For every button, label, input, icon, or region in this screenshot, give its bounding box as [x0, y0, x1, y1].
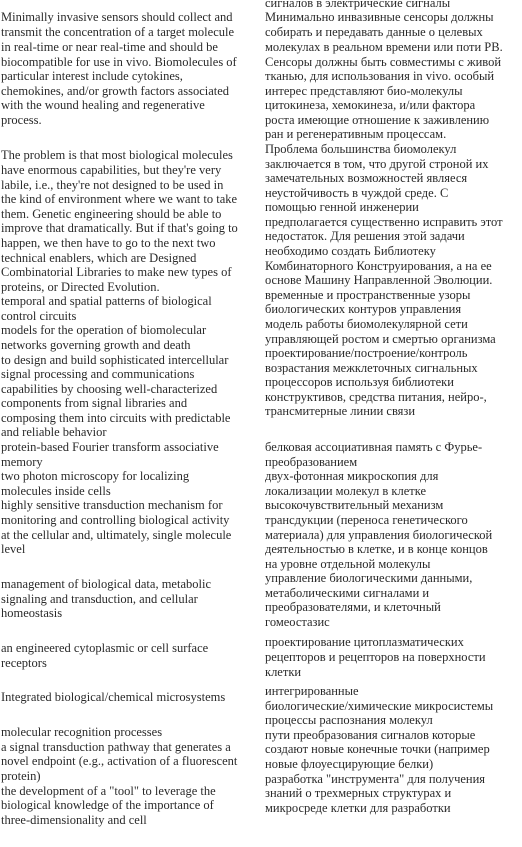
english-text-line: protein-based Fourier transform associative	[1, 440, 219, 454]
english-text-line: them. Genetic engineering should be able to	[1, 207, 222, 221]
russian-text-line: двух-фотонная микроскопия для	[265, 469, 439, 483]
english-text-line: have enormous capabilities, but they're very	[1, 163, 222, 177]
russian-text-line: модель работы биомолекулярной сети	[265, 317, 468, 331]
english-text-line: the kind of environment where we want to take	[1, 192, 238, 206]
russian-text-line: микросреде клетки для разработки	[265, 801, 451, 815]
english-text-line: homeostasis	[1, 606, 63, 620]
russian-text-line: помощью генной инженерии	[265, 200, 419, 214]
russian-text-line: биологических контуров управления	[265, 302, 462, 316]
english-text-line: The problem is that most biological molecules	[1, 148, 233, 162]
english-text-line: in real-time or near real-time and should be	[1, 40, 218, 54]
russian-text-line: предполагается существенно исправить этот	[265, 215, 503, 229]
english-text-line: novel endpoint (e.g., activation of a fluorescent	[1, 754, 238, 768]
russian-text-line: биологические/химические микросистемы	[265, 699, 494, 713]
english-text-line: proteins, or Directed Evolution.	[1, 280, 160, 294]
english-text-line: control circuits	[1, 309, 77, 323]
english-text-line: capabilities by choosing well-characterized	[1, 382, 218, 396]
english-text-line: chemokines, and/or growth factors associated	[1, 84, 230, 98]
english-text-line: management of biological data, metabolic	[1, 577, 211, 591]
russian-text-line: управляющей ростом и смертью организма	[265, 332, 496, 346]
english-text-line: an engineered cytoplasmic or cell surface	[1, 641, 209, 655]
english-text-line: memory	[1, 455, 43, 469]
english-text-line: molecular recognition processes	[1, 725, 163, 739]
russian-text-line: возрастания межклеточных сигнальных	[265, 361, 478, 375]
russian-text-line: цитокинеза, хемокинеза, и/или фактора	[265, 98, 476, 112]
english-text-line: at the cellular and, ultimately, single molecule	[1, 528, 232, 542]
russian-text-line: высокочувствительный механизм	[265, 498, 444, 512]
russian-text-line: основе Машину Направленной Эволюции.	[265, 273, 493, 287]
english-text-line: three-dimensionality and cell	[1, 813, 147, 827]
russian-text-line: конструктивов, средства питания, нейро-,	[265, 390, 487, 404]
english-text-line: components from signal libraries and	[1, 396, 188, 410]
english-text-line: happen, we then have to go to the next two	[1, 236, 216, 250]
russian-text-line: собирать и передавать данные о целевых	[265, 25, 483, 39]
english-text-line: protein)	[1, 769, 41, 783]
russian-text-line: Комбинаторного Конструирования, а на ее	[265, 259, 492, 273]
russian-text-line: недостаток. Для решения этой задачи	[265, 229, 465, 243]
russian-text-line: преобразователями, и клеточный	[265, 600, 441, 614]
russian-text-line: новые флоуесцирующие белки)	[265, 757, 434, 771]
english-text-line: networks governing growth and death	[1, 338, 191, 352]
russian-text-line: интерес представляют био-молекулы	[265, 84, 463, 98]
english-text-line: temporal and spatial patterns of biological	[1, 294, 212, 308]
russian-text-line: молекулах в реальном времени или поти РВ.	[265, 40, 503, 54]
english-text-line: signal processing and communications	[1, 367, 195, 381]
russian-text-line: пути преобразования сигналов которые	[265, 728, 476, 742]
russian-text-line: временные и пространственные узоры	[265, 288, 471, 302]
russian-text-line: проектирование/построение/контроль	[265, 346, 468, 360]
russian-text-line: на уровне отдельной молекулы	[265, 557, 431, 571]
english-text-line: Combinatorial Libraries to make new types of	[1, 265, 232, 279]
russian-text-line: сигналов в электрические сигналы	[265, 0, 451, 10]
russian-text-line: белковая ассоциативная память с Фурье-	[265, 440, 483, 454]
russian-text-line: трансдукции (переноса генетического	[265, 513, 468, 527]
russian-text-line: роста имеющие отношение к заживлению	[265, 113, 490, 127]
russian-text-line: необходимо создать Библиотеку	[265, 244, 436, 258]
russian-text-line: создают новые конечные точки (например	[265, 742, 490, 756]
russian-text-line: процессоров используя библиотеки	[265, 375, 454, 389]
russian-text-line: трансмитерные линии связи	[265, 404, 416, 418]
english-text-line: the development of a "tool" to leverage the	[1, 784, 216, 798]
russian-text-line: Минимально инвазивные сенсоры должны	[265, 10, 494, 24]
russian-text-line: разработка "инструмента" для получения	[265, 772, 486, 786]
russian-text-line: проектирование цитоплазматических	[265, 635, 464, 649]
english-text-line: particular interest include cytokines,	[1, 69, 183, 83]
english-text-line: labile, i.e., they're not designed to be used in	[1, 178, 224, 192]
russian-text-line: тканью, для использования in vivo. особый	[265, 69, 495, 83]
english-text-line: two photon microscopy for localizing	[1, 469, 190, 483]
russian-text-line: преобразованием	[265, 455, 358, 469]
english-text-line: a signal transduction pathway that generates a	[1, 740, 231, 754]
russian-text-line: заключается в том, что другой строной их	[265, 157, 489, 171]
english-text-line: to design and build sophisticated intercellular	[1, 353, 229, 367]
russian-text-line: метаболическими сигналами и	[265, 586, 430, 600]
russian-text-line: неустойчивость в чуждой среде. С	[265, 186, 449, 200]
english-text-line: improve that dramatically. But if that's going to	[1, 221, 238, 235]
english-text-line: transmit the concentration of a target molecule	[1, 25, 235, 39]
russian-text-line: интегрированные	[265, 684, 359, 698]
russian-text-line: гомеостазис	[265, 615, 330, 629]
english-text-line: biocompatible for use in vivo. Biomolecules of	[1, 55, 237, 69]
english-text-line: Integrated biological/chemical microsystems	[1, 690, 226, 704]
english-text-line: Minimally invasive sensors should collect and	[1, 10, 233, 24]
russian-text-line: Сенсоры должны быть совместимы с живой	[265, 55, 502, 69]
english-text-line: models for the operation of biomolecular	[1, 323, 207, 337]
english-text-line: highly sensitive transduction mechanism for	[1, 498, 223, 512]
english-text-line: with the wound healing and regenerative	[1, 98, 205, 112]
english-text-line: biological knowledge of the importance of	[1, 798, 214, 812]
english-text-line: technical enablers, which are Designed	[1, 251, 197, 265]
russian-text-line: Проблема большинства биомолекул	[265, 142, 457, 156]
english-text-line: signaling and transduction, and cellular	[1, 592, 198, 606]
english-text-line: composing them into circuits with predictable	[1, 411, 231, 425]
english-text-line: monitoring and controlling biological activity	[1, 513, 230, 527]
russian-text-line: деятельностью в клетке, и в конце концов	[265, 542, 488, 556]
english-text-line: level	[1, 542, 26, 556]
english-text-line: receptors	[1, 656, 47, 670]
russian-text-line: клетки	[265, 665, 302, 679]
russian-text-line: рецепторов и рецепторов на поверхности	[265, 650, 486, 664]
english-text-line: and reliable behavior	[1, 425, 107, 439]
russian-text-line: ран и регенеративным процессам.	[265, 127, 447, 141]
russian-text-line: управление биологическими данными,	[265, 571, 473, 585]
russian-text-line: процессы распознания молекул	[265, 713, 433, 727]
english-text-line: process.	[1, 113, 42, 127]
russian-text-line: материала) для управления биологической	[265, 528, 493, 542]
russian-text-line: знаний о трехмерных структурах и	[265, 786, 452, 800]
russian-text-line: локализации молекул в клетке	[265, 484, 427, 498]
english-text-line: molecules inside cells	[1, 484, 111, 498]
russian-text-line: замечательных возможностей являеся	[265, 171, 468, 185]
